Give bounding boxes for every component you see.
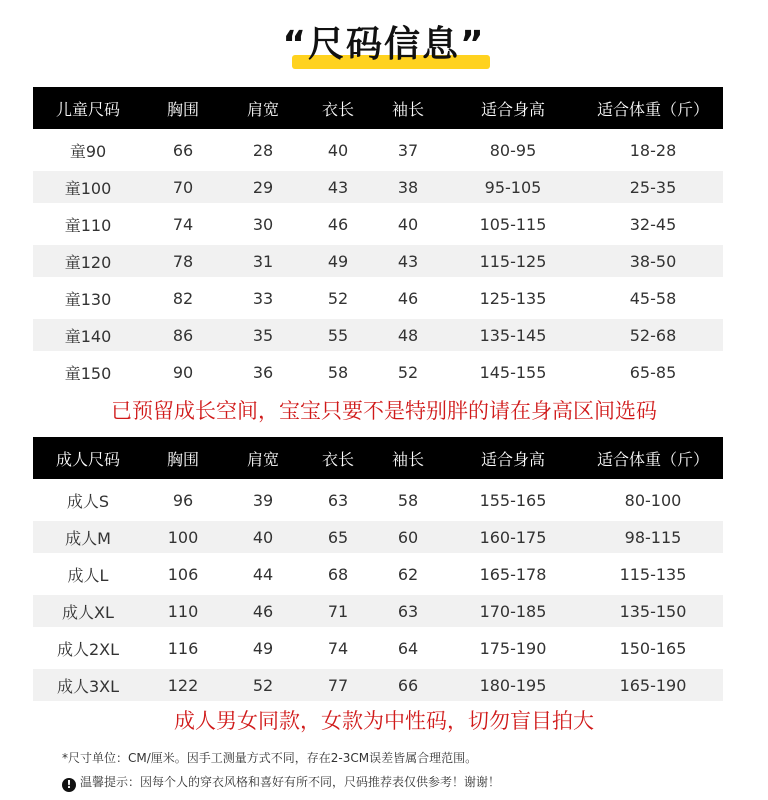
table-row [33,171,723,203]
table-cell: 30 [252,214,274,234]
header-chest: 胸围 [143,437,223,479]
table-cell: 童100 [33,171,143,203]
table-cell: 175-190 [479,638,547,658]
table-cell: 38 [373,171,443,203]
table-cell: 童110 [64,215,112,235]
table-cell: 96 [172,490,194,510]
header-length: 衣长 [303,87,373,129]
table-cell: 46 [327,214,349,234]
table-row [33,484,723,516]
header-length: 衣长 [303,437,373,479]
table-row [33,134,723,166]
table-cell: 71 [303,595,373,627]
table-cell: 38-50 [583,245,723,277]
table-cell: 66 [172,140,194,160]
table-cell: 78 [143,245,223,277]
table-cell: 100 [143,521,223,553]
table-cell: 29 [223,171,303,203]
table-cell: 95-105 [443,171,583,203]
table-cell: 82 [172,288,194,308]
page-title: “尺码信息” [282,24,486,65]
table-row [33,282,723,314]
table-cell: 37 [397,140,419,160]
table-cell: 135-150 [583,595,723,627]
table-cell: 65-85 [629,362,677,382]
table-cell: 55 [303,319,373,351]
table-cell: 170-185 [443,595,583,627]
header-weight: 适合体重（斤） [583,437,723,479]
table-row [33,558,723,590]
table-cell: 35 [223,319,303,351]
table-cell: 童150 [64,363,112,383]
table-cell: 165-190 [583,669,723,701]
table-cell: 40 [223,521,303,553]
table-cell: 49 [303,245,373,277]
table-cell: 46 [397,288,419,308]
table-row [33,521,723,553]
table-cell: 成人3XL [33,669,143,701]
table-cell: 74 [327,638,349,658]
table-cell: 童90 [69,141,107,161]
table-header-row [33,437,723,479]
table-cell: 150-165 [619,638,687,658]
table-cell: 43 [373,245,443,277]
header-height: 适合身高 [443,437,583,479]
table-cell: 77 [303,669,373,701]
table-cell: 58 [397,490,419,510]
table-cell: 39 [252,490,274,510]
table-cell: 86 [143,319,223,351]
table-cell: 110 [143,595,223,627]
table-cell: 成人2XL [56,639,120,659]
table-cell: 135-145 [443,319,583,351]
table-cell: 65 [303,521,373,553]
header-chest: 胸围 [143,87,223,129]
table-cell: 106 [167,564,199,584]
table-cell: 60 [373,521,443,553]
table-cell: 122 [143,669,223,701]
table-cell: 49 [252,638,274,658]
table-cell: 18-28 [629,140,677,160]
table-cell: 48 [373,319,443,351]
table-cell: 98-115 [583,521,723,553]
table-cell: 68 [327,564,349,584]
table-cell: 90 [172,362,194,382]
table-cell: 80-100 [624,490,682,510]
table-header-row [33,87,723,129]
table-row [33,632,723,664]
header-shoulder: 肩宽 [223,437,303,479]
table-cell: 成人L [67,565,109,585]
table-cell: 52 [327,288,349,308]
table-row [33,208,723,240]
footnote-tip-text: 温馨提示：因每个人的穿衣风格和喜好有所不同，尺码推荐表仅供参考！谢谢！ [80,775,501,789]
table-cell: 64 [397,638,419,658]
table-cell: 童120 [33,245,143,277]
table-cell: 62 [397,564,419,584]
table-cell: 32-45 [629,214,677,234]
footnote-tip [62,773,500,792]
table-cell: 145-155 [479,362,547,382]
footnote-unit: *尺寸单位：CM/厘米。因手工测量方式不同，存在2-3CM误差皆属合理范围。 [62,751,478,765]
table-cell: 40 [327,140,349,160]
table-row [33,669,723,701]
table-cell: 33 [252,288,274,308]
table-cell: 116 [167,638,199,658]
table-cell: 74 [172,214,194,234]
table-cell: 63 [373,595,443,627]
table-cell: 52 [397,362,419,382]
table-cell: 成人M [33,521,143,553]
table-cell: 28 [252,140,274,160]
adult-unisex-notice: 成人男女同款，女款为中性码，切勿盲目拍大 [174,709,594,733]
header-size: 成人尺码 [33,437,143,479]
adult-size-table [33,432,723,706]
table-cell: 160-175 [443,521,583,553]
table-row [33,245,723,277]
table-cell: 40 [397,214,419,234]
header-weight: 适合体重（斤） [583,87,723,129]
table-cell: 52-68 [583,319,723,351]
kids-size-table [33,82,723,393]
table-cell: 165-178 [479,564,547,584]
warning-icon: ! [62,778,76,792]
table-cell: 43 [303,171,373,203]
header-sleeve: 袖长 [373,437,443,479]
table-cell: 180-195 [443,669,583,701]
table-cell: 25-35 [583,171,723,203]
table-cell: 58 [327,362,349,382]
table-cell: 成人XL [33,595,143,627]
table-row [33,595,723,627]
table-cell: 66 [373,669,443,701]
table-row [33,356,723,388]
header-sleeve: 袖长 [373,87,443,129]
table-cell: 115-135 [619,564,687,584]
table-cell: 童130 [64,289,112,309]
table-cell: 105-115 [479,214,547,234]
table-cell: 46 [223,595,303,627]
table-cell: 155-165 [479,490,547,510]
table-cell: 44 [252,564,274,584]
header-shoulder: 肩宽 [223,87,303,129]
table-cell: 63 [327,490,349,510]
table-cell: 52 [223,669,303,701]
table-cell: 童140 [33,319,143,351]
table-cell: 70 [143,171,223,203]
table-cell: 125-135 [479,288,547,308]
header-size: 儿童尺码 [33,87,143,129]
table-row [33,319,723,351]
table-cell: 成人S [66,491,110,511]
table-cell: 45-58 [629,288,677,308]
header-height: 适合身高 [443,87,583,129]
table-cell: 80-95 [489,140,537,160]
table-cell: 115-125 [443,245,583,277]
kids-growth-notice: 已预留成长空间，宝宝只要不是特别胖的请在身高区间选码 [111,399,657,423]
table-cell: 31 [223,245,303,277]
title-block [0,14,768,76]
table-cell: 36 [252,362,274,382]
